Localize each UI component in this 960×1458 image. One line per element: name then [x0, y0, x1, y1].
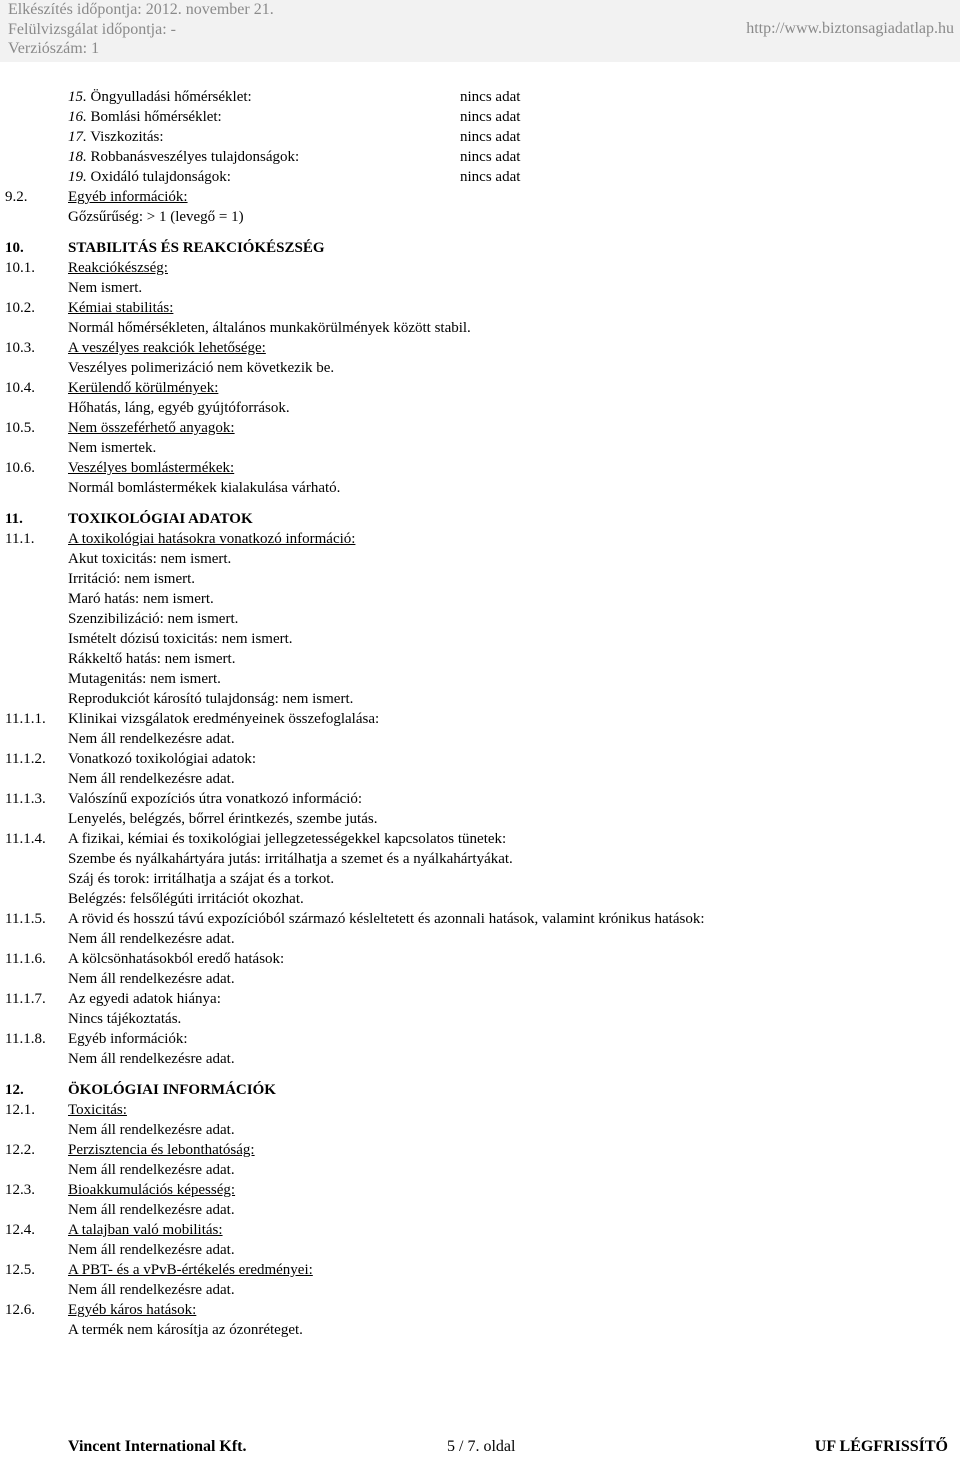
- subsection-title: A fizikai, kémiai és toxikológiai jellegzetességekkel kapcsolatos tünetek:: [68, 831, 507, 847]
- subsection-body: Nem áll rendelkezésre adat.: [68, 1282, 235, 1298]
- subsection-title: Perzisztencia és lebonthatóság:: [68, 1142, 255, 1158]
- subsection-title: Kerülendő körülmények:: [68, 380, 219, 396]
- subsection-number: 10.5.: [5, 420, 35, 436]
- header-url-link[interactable]: http://www.biztonsagiadatlap.hu: [746, 20, 954, 37]
- subsection-body: Irritáció: nem ismert.: [68, 571, 196, 587]
- subsection-body: Nem áll rendelkezésre adat.: [68, 1242, 235, 1258]
- subsection-title: A PBT- és a vPvB-értékelés eredményei:: [68, 1262, 313, 1278]
- property-number: 16.: [68, 109, 87, 125]
- property-label: [68, 107, 222, 127]
- subsection-title: Valószínű expozíciós útra vonatkozó információ:: [68, 791, 363, 807]
- subsection-number: 12.3.: [5, 1182, 35, 1198]
- subsection-title: Kémiai stabilitás:: [68, 300, 174, 316]
- chapter-title: ÖKOLÓGIAI INFORMÁCIÓK: [68, 1082, 276, 1098]
- property-label-text: Öngyulladási hőmérséklet:: [90, 89, 252, 105]
- property-value: nincs adat: [460, 169, 521, 185]
- header-info: [8, 0, 274, 59]
- subsection-body: Nem áll rendelkezésre adat.: [68, 1122, 235, 1138]
- property-label-text: Robbanásveszélyes tulajdonságok:: [90, 149, 300, 165]
- subsection-body: Nem áll rendelkezésre adat.: [68, 771, 235, 787]
- subsection-title: A kölcsönhatásokból eredő hatások:: [68, 951, 285, 967]
- page-header: [0, 0, 960, 62]
- subsection-body: Lenyelés, belégzés, bőrrel érintkezés, szembe jutás.: [68, 811, 378, 827]
- property-label: [68, 147, 299, 167]
- subsection-number: 12.2.: [5, 1142, 35, 1158]
- subsection-body: Szembe és nyálkahártyára jutás: irritálhatja a szemet és a nyálkahártyákat.: [68, 851, 513, 867]
- subsection-body: Nem áll rendelkezésre adat.: [68, 1202, 235, 1218]
- subsection-title: Az egyedi adatok hiánya:: [68, 991, 221, 1007]
- property-value: nincs adat: [460, 109, 521, 125]
- subsection-title: A toxikológiai hatásokra vonatkozó információ:: [68, 531, 356, 547]
- subsection-title: A talajban való mobilitás:: [68, 1222, 223, 1238]
- footer-product-name: UF LÉGFRISSÍTŐ: [814, 1438, 948, 1455]
- chapter-title: TOXIKOLÓGIAI ADATOK: [68, 511, 253, 527]
- subsection-body: Belégzés: felsőlégúti irritációt okozhat.: [68, 891, 304, 907]
- footer-page-number: 5 / 7. oldal: [447, 1438, 516, 1455]
- subsection-body: Rákkeltő hatás: nem ismert.: [68, 651, 236, 667]
- subsection-number: 10.1.: [5, 260, 35, 276]
- property-label: [68, 87, 252, 107]
- subsection-number: 11.1.: [5, 531, 35, 547]
- subsection-body: Maró hatás: nem ismert.: [68, 591, 214, 607]
- subsection-title: Klinikai vizsgálatok eredményeinek összefoglalása:: [68, 711, 380, 727]
- property-value: nincs adat: [460, 89, 521, 105]
- subsection-number: 10.6.: [5, 460, 35, 476]
- subsection-title: Toxicitás:: [68, 1102, 127, 1118]
- subsection-number: 11.1.2.: [5, 751, 46, 767]
- subsection-title: Reakciókészség:: [68, 260, 168, 276]
- subsection-body: Normál hőmérsékleten, általános munkakörülmények között stabil.: [68, 320, 471, 336]
- chapter-title: STABILITÁS ÉS REAKCIÓKÉSZSÉG: [68, 240, 325, 256]
- subsection-title: Egyéb káros hatások:: [68, 1302, 197, 1318]
- subsection-title: A rövid és hosszú távú expozícióból származó késleltetett és azonnali hatások, valamint krónikus hatások:: [68, 911, 705, 927]
- footer-company: Vincent International Kft.: [68, 1438, 247, 1455]
- property-label-text: Bomlási hőmérséklet:: [90, 109, 222, 125]
- property-number: 19.: [68, 169, 87, 185]
- subsection-title: Veszélyes bomlástermékek:: [68, 460, 235, 476]
- property-number: 18.: [68, 149, 87, 165]
- subsection-body: A termék nem károsítja az ózonréteget.: [68, 1322, 303, 1338]
- subsection-body: Nem ismertek.: [68, 440, 157, 456]
- subsection-title: Vonatkozó toxikológiai adatok:: [68, 751, 257, 767]
- subsection-body: Nem áll rendelkezésre adat.: [68, 1051, 235, 1067]
- chapter-number: 12.: [5, 1082, 24, 1098]
- subsection-number: 10.3.: [5, 340, 35, 356]
- subsection-number: 12.4.: [5, 1222, 35, 1238]
- subsection-body: Hőhatás, láng, egyéb gyújtóforrások.: [68, 400, 290, 416]
- version-number: Verziószám: 1: [8, 40, 100, 57]
- subsection-title: A veszélyes reakciók lehetősége:: [68, 340, 266, 356]
- subsection-title: Bioakkumulációs képesség:: [68, 1182, 236, 1198]
- property-value: nincs adat: [460, 149, 521, 165]
- subsection-body: Nem áll rendelkezésre adat.: [68, 1162, 235, 1178]
- subsection-body: Nem ismert.: [68, 280, 143, 296]
- subsection-number: 11.1.8.: [5, 1031, 46, 1047]
- section-title: Egyéb információk:: [68, 189, 188, 205]
- chapter-number: 10.: [5, 240, 24, 256]
- subsection-body: Ismételt dózisú toxicitás: nem ismert.: [68, 631, 293, 647]
- subsection-body: Reprodukciót károsító tulajdonság: nem ismert.: [68, 691, 354, 707]
- revision-date: Felülvizsgálat időpontja: -: [8, 20, 176, 38]
- subsection-body: Akut toxicitás: nem ismert.: [68, 551, 232, 567]
- creation-date: Elkészítés időpontja: 2012. november 21.: [8, 1, 274, 18]
- subsection-number: 11.1.3.: [5, 791, 46, 807]
- property-label-text: Viszkozitás:: [90, 129, 164, 145]
- subsection-title: Nem összeférhető anyagok:: [68, 420, 235, 436]
- section-body: Gőzsűrűség: > 1 (levegő = 1): [68, 209, 244, 225]
- property-number: 15.: [68, 89, 87, 105]
- property-label-text: Oxidáló tulajdonságok:: [90, 169, 231, 185]
- subsection-body: Veszélyes polimerizáció nem következik be.: [68, 360, 335, 376]
- section-number: 9.2.: [5, 189, 28, 205]
- subsection-number: 12.5.: [5, 1262, 35, 1278]
- subsection-body: Normál bomlástermékek kialakulása várható.: [68, 480, 341, 496]
- property-label: [68, 167, 231, 187]
- subsection-body: Nem áll rendelkezésre adat.: [68, 971, 235, 987]
- property-label: [68, 127, 163, 147]
- subsection-number: 11.1.7.: [5, 991, 46, 1007]
- subsection-number: 11.1.4.: [5, 831, 46, 847]
- subsection-body: Nem áll rendelkezésre adat.: [68, 731, 235, 747]
- subsection-title: Egyéb információk:: [68, 1031, 188, 1047]
- subsection-number: 12.1.: [5, 1102, 35, 1118]
- subsection-body: Mutagenitás: nem ismert.: [68, 671, 221, 687]
- subsection-body: Szenzibilizáció: nem ismert.: [68, 611, 239, 627]
- subsection-number: 10.2.: [5, 300, 35, 316]
- subsection-body: Száj és torok: irritálhatja a szájat és a torkot.: [68, 871, 335, 887]
- subsection-number: 11.1.5.: [5, 911, 46, 927]
- chapter-number: 11.: [5, 511, 23, 527]
- subsection-number: 12.6.: [5, 1302, 35, 1318]
- property-number: 17.: [68, 129, 87, 145]
- subsection-number: 11.1.6.: [5, 951, 46, 967]
- subsection-number: 10.4.: [5, 380, 35, 396]
- subsection-body: Nem áll rendelkezésre adat.: [68, 931, 235, 947]
- subsection-body: Nincs tájékoztatás.: [68, 1011, 182, 1027]
- subsection-number: 11.1.1.: [5, 711, 46, 727]
- property-value: nincs adat: [460, 129, 521, 145]
